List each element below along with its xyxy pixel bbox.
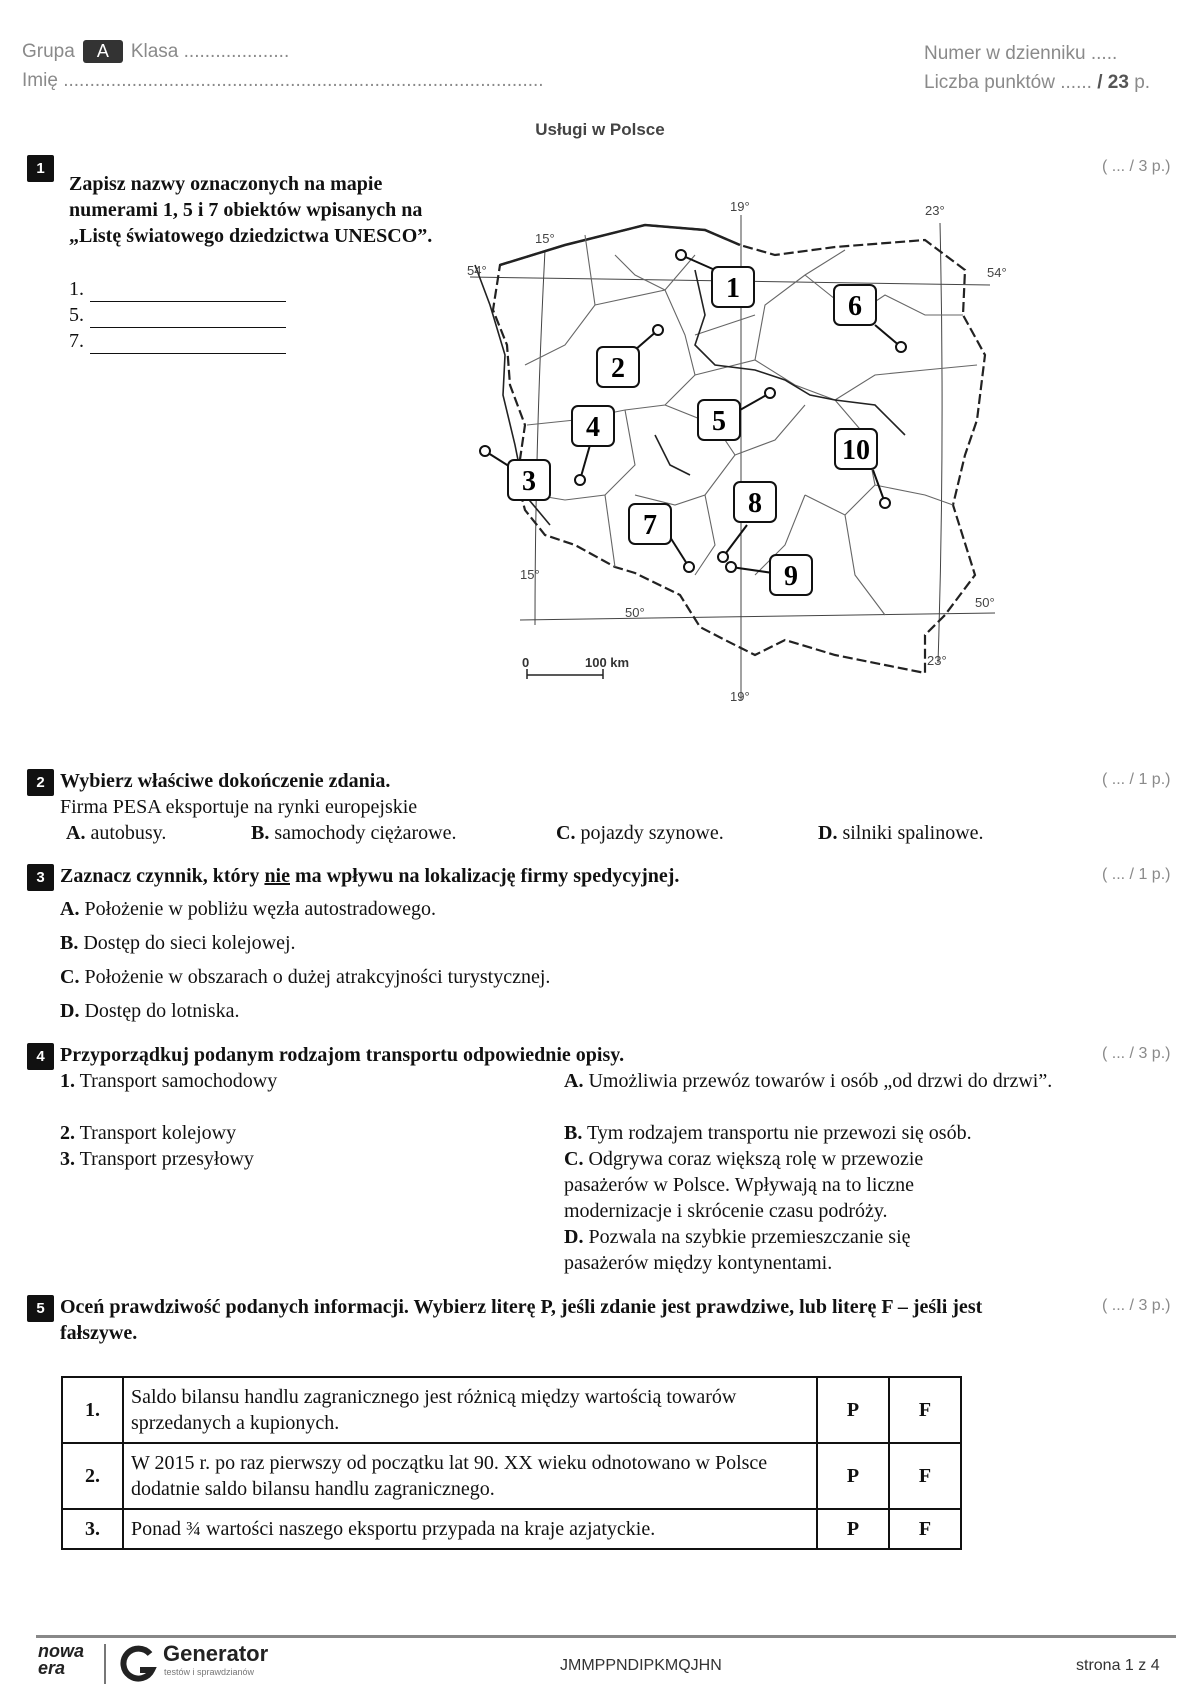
header-name-line: [22, 70, 544, 92]
svg-text:100 km: 100 km: [585, 655, 630, 670]
q3-option-d[interactable]: D. Dostęp do lotniska.: [60, 1000, 240, 1022]
svg-text:3: 3: [522, 466, 536, 497]
name-label: Imię: [22, 70, 58, 91]
question-number-3: 3: [27, 864, 54, 891]
table-row: [62, 1509, 961, 1549]
journal-label: Numer w dzienniku: [924, 43, 1086, 64]
question-2-stem: Firma PESA eksportuje na rynki europejskie: [60, 796, 418, 818]
page-title: Usługi w Polsce: [535, 120, 665, 139]
svg-text:0: 0: [522, 655, 530, 670]
row-statement: Ponad ¾ wartości naszego eksportu przypada na kraje azjatyckie.: [123, 1509, 817, 1549]
q4-right-d: D. Pozwala na szybkie przemieszczanie się pasażerów między kontynentami.: [564, 1226, 911, 1274]
points-total: / 23: [1097, 72, 1129, 93]
grid-label-50-right: 50°: [975, 595, 995, 610]
header-group-line: [22, 40, 289, 63]
grid-label-23-top: 23°: [925, 203, 945, 218]
false-option[interactable]: F: [889, 1377, 961, 1443]
nowa-era-logo: nowa era: [38, 1641, 85, 1678]
question-number-1: 1: [27, 155, 54, 182]
document-code: JMMPPNDIPKMQJHN: [560, 1657, 722, 1674]
page-indicator: strona 1 z 4: [1076, 1657, 1160, 1674]
q2-option-d[interactable]: D. silniki spalinowe.: [818, 822, 984, 844]
svg-text:8: 8: [748, 488, 762, 519]
q3-option-a[interactable]: A. Położenie w pobliżu węzła autostradowego.: [60, 898, 437, 920]
grid-label-15-top: 15°: [535, 231, 555, 246]
answer-line-7[interactable]: 7.: [69, 328, 286, 354]
svg-text:5: 5: [712, 406, 726, 437]
svg-text:4: 4: [586, 412, 600, 443]
grid-label-15-bottom: 15°: [520, 567, 540, 582]
map-marker-5: [698, 400, 740, 440]
row-number: 3.: [62, 1509, 123, 1549]
points-unit: p.: [1134, 72, 1151, 93]
class-label: Klasa: [130, 41, 179, 62]
map-marker-2: [597, 347, 639, 387]
q2-option-a[interactable]: A. autobusy.: [66, 822, 167, 844]
svg-text:6: 6: [848, 291, 862, 322]
question-3-points: ( ... / 1 p.): [1102, 866, 1171, 883]
svg-text:2: 2: [611, 353, 625, 384]
group-label: Grupa: [22, 41, 75, 62]
map-scale-bar: [522, 655, 629, 679]
generator-g-icon: [120, 1644, 158, 1684]
q4-right-b: B. Tym rodzajem transportu nie przewozi się osób.: [564, 1122, 972, 1144]
q3-option-c[interactable]: C. Położenie w obszarach o dużej atrakcyjności turystycznej.: [60, 966, 551, 988]
question-4-points: ( ... / 3 p.): [1102, 1045, 1171, 1062]
true-option[interactable]: P: [817, 1509, 889, 1549]
svg-text:7: 7: [643, 510, 657, 541]
map-marker-3: [508, 460, 550, 500]
question-3-text: Zaznacz czynnik, który nie ma wpływu na lokalizację firmy spedycyjnej.: [60, 865, 680, 887]
grid-label-50-left: 50°: [625, 605, 645, 620]
table-row: [62, 1443, 961, 1509]
svg-text:10: 10: [842, 435, 870, 466]
generator-logo-text: Generator: [163, 1641, 269, 1666]
table-row: [62, 1377, 961, 1443]
false-option[interactable]: F: [889, 1443, 961, 1509]
question-1-text: Zapisz nazwy oznaczonych na mapie numerami 1, 5 i 7 obiektów wpisanych na „Listę światowego dziedzictwa UNESCO”.: [69, 173, 433, 247]
group-value: A: [83, 40, 123, 63]
points-label: Liczba punktów: [924, 72, 1055, 93]
grid-label-19-top: 19°: [730, 199, 750, 214]
header-points-line: [924, 72, 1150, 94]
generator-tagline: testów i sprawdzianów: [164, 1667, 255, 1677]
row-statement: W 2015 r. po raz pierwszy od początku lat 90. XX wieku odnotowano w Polsce dodatnie saldo bilansu handlu zagranicznego.: [123, 1443, 817, 1509]
svg-text:1: 1: [726, 273, 740, 304]
question-1-points: ( ... / 3 p.): [1102, 158, 1171, 175]
poland-unesco-map: [455, 195, 1035, 715]
question-number-2: 2: [27, 769, 54, 796]
false-option[interactable]: F: [889, 1509, 961, 1549]
true-option[interactable]: P: [817, 1377, 889, 1443]
map-marker-10: [835, 429, 877, 469]
map-marker-7: [629, 504, 671, 544]
question-2-points: ( ... / 1 p.): [1102, 771, 1171, 788]
question-5-points: ( ... / 3 p.): [1102, 1297, 1171, 1314]
q3-option-b[interactable]: B. Dostęp do sieci kolejowej.: [60, 932, 296, 954]
grid-label-54-right: 54°: [987, 265, 1007, 280]
negation-word: nie: [264, 865, 290, 887]
grid-label-19-bottom: 19°: [730, 689, 750, 704]
map-marker-6: [834, 285, 876, 325]
q4-left-1: 1. Transport samochodowy: [60, 1070, 278, 1092]
q2-option-c[interactable]: C. pojazdy szynowe.: [556, 822, 724, 844]
map-marker-8: [734, 482, 776, 522]
class-field[interactable]: ....................: [183, 41, 290, 62]
question-2-text: Wybierz właściwe dokończenie zdania.: [60, 770, 391, 792]
row-number: 1.: [62, 1377, 123, 1443]
answer-line-5[interactable]: 5.: [69, 302, 286, 328]
grid-label-54-left: 54°: [467, 263, 487, 278]
question-4-text: Przyporządkuj podanym rodzajom transportu odpowiednie opisy.: [60, 1044, 625, 1066]
journal-field[interactable]: .....: [1090, 43, 1118, 64]
logo-separator: [104, 1644, 106, 1684]
question-5-text: Oceń prawdziwość podanych informacji. Wybierz literę P, jeśli zdanie jest prawdziwe, lub literę F – jeśli jest fałszywe.: [60, 1296, 983, 1344]
name-field[interactable]: ...........................................................................................: [63, 70, 544, 91]
svg-text:9: 9: [784, 561, 798, 592]
q4-right-a: A. Umożliwia przewóz towarów i osób „od drzwi do drzwi”.: [564, 1070, 1053, 1092]
grid-label-23-bottom: 23°: [927, 653, 947, 668]
header-journal-line: [924, 43, 1117, 65]
row-statement: Saldo bilansu handlu zagranicznego jest różnicą między wartością towarów sprzedanych a kupionych.: [123, 1377, 817, 1443]
question-number-5: 5: [27, 1295, 54, 1322]
row-number: 2.: [62, 1443, 123, 1509]
q4-right-c: C. Odgrywa coraz większą rolę w przewozie pasażerów w Polsce. Wpływają na to liczne modernizacje i skrócenie czasu podróży.: [564, 1148, 924, 1222]
q4-left-3: 3. Transport przesyłowy: [60, 1148, 254, 1170]
q4-left-2: 2. Transport kolejowy: [60, 1122, 237, 1144]
map-marker-4: [572, 406, 614, 446]
q2-option-b[interactable]: B. samochody ciężarowe.: [251, 822, 457, 844]
map-marker-9: [770, 555, 812, 595]
true-option[interactable]: P: [817, 1443, 889, 1509]
question-number-4: 4: [27, 1043, 54, 1070]
true-false-table: [61, 1376, 962, 1550]
footer-divider: [36, 1635, 1176, 1638]
points-field[interactable]: ......: [1060, 72, 1092, 93]
map-marker-1: [712, 267, 754, 307]
answer-line-1[interactable]: 1.: [69, 276, 286, 302]
